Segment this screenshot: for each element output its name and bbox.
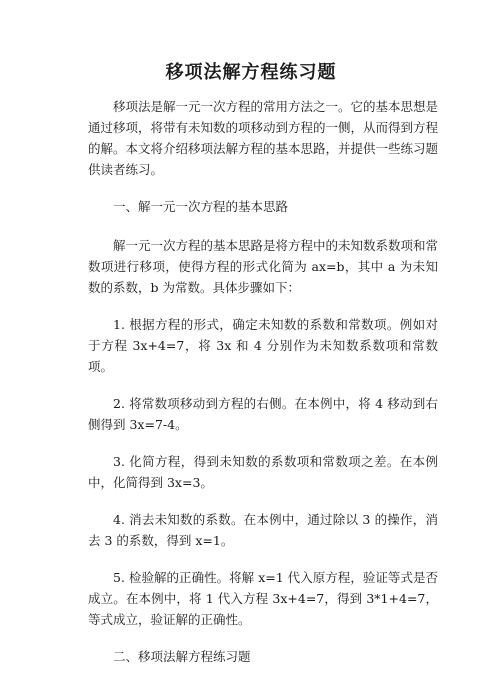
- step-2: 2. 将常数项移动到方程的右侧。在本例中，将 4 移动到右侧得到 3x=7-4。: [88, 396, 438, 432]
- step-4: 4. 消去未知数的系数。在本例中，通过除以 3 的操作，消去 3 的系数，得到 x=1。: [88, 512, 438, 548]
- section-1-paragraph: 解一元一次方程的基本思路是将方程中的未知数系数项和常数项进行移项，使得方程的形式化简为 ax=b，其中 a 为未知数的系数，b 为常数。具体步骤如下：: [88, 238, 439, 295]
- step-1: 1. 根据方程的形式，确定未知数的系数和常数项。例如对于方程 3x+4=7，将 3x 和 4 分别作为未知数系数项和常数项。: [88, 317, 438, 374]
- section-2-heading: 二、移项法解方程练习题: [113, 649, 251, 664]
- document-title: 移项法解方程练习题: [165, 62, 337, 83]
- step-5: 5. 检验解的正确性。将解 x=1 代入原方程，验证等式是否成立。在本例中，将 1 代入方程 3x+4=7，得到 3*1+4=7，等式成立，验证解的正确性。: [88, 570, 438, 627]
- section-1-heading: 一、解一元一次方程的基本思路: [113, 199, 289, 214]
- intro-paragraph: 移项法是解一元一次方程的常用方法之一。它的基本思想是通过移项，将带有未知数的项移动到方程的一侧，从而得到方程的解。本文将介绍移项法解方程的基本思路，并提供一些练习题供读者练习。: [88, 99, 439, 177]
- step-3: 3. 化简方程，得到未知数的系数项和常数项之差。在本例中，化简得到 3x=3。: [88, 454, 438, 490]
- document-body: [88, 96, 438, 685]
